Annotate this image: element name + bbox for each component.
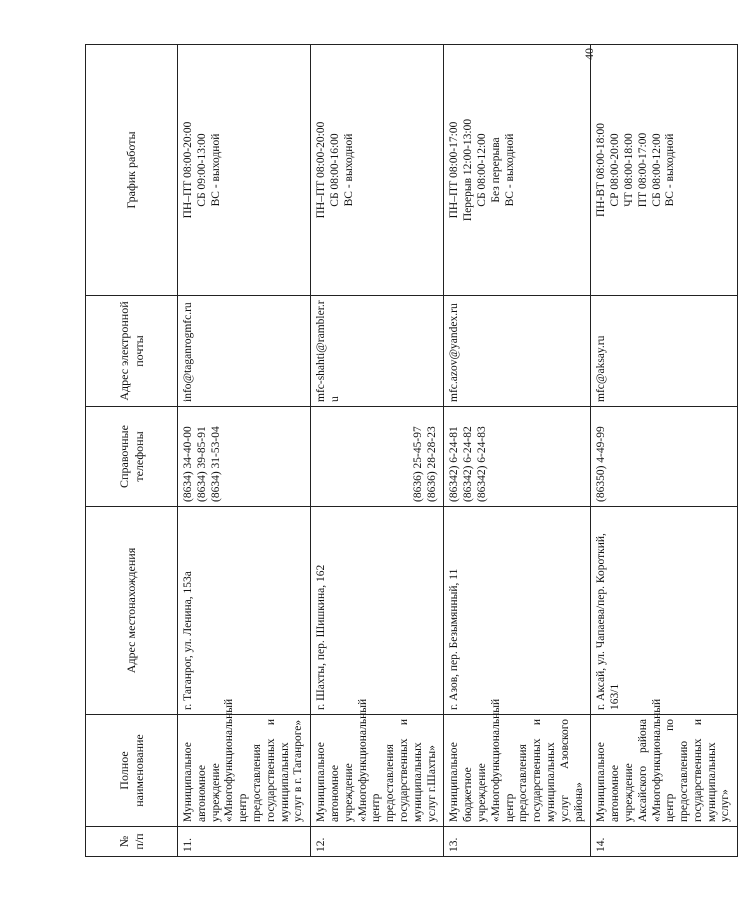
page-number: 40: [582, 48, 596, 60]
row-phones: [178, 407, 311, 507]
header-num: № п/п: [86, 827, 178, 857]
row-name: Муниципальное автономное учреждение «Многофункциональный центр предоставления государственных и муниципальных услуг г.Шахты»: [311, 715, 444, 827]
phone: (8636) 28-28-23: [425, 426, 438, 502]
hours-line: Перерыв 12:00-13:00: [462, 118, 475, 222]
row-num: 11.: [178, 827, 311, 857]
row-hours: [444, 45, 591, 296]
row-num: 14.: [591, 827, 738, 857]
hours-line: ПН-ВТ 08:00-18:00: [595, 122, 608, 218]
phone: (8634) 34-40-00: [182, 426, 194, 502]
row-address: г. Шахты, пер. Шишкина, 162: [311, 507, 444, 715]
hours-line: ПН–ПТ 08:00-20:00: [315, 121, 328, 219]
hours-line: Без перерыва: [489, 137, 502, 203]
row-hours: [311, 45, 444, 296]
row-name: Муниципальное бюджетное учреждение «Многофункциональный центр предоставления государственных и муниципальных услуг Азовского района»: [444, 715, 591, 827]
row-name: Муниципальное автономное учреждение «Многофункциональный центр предоставления государственных и муниципальных услуг в г. Таганроге»: [178, 715, 311, 827]
table-row: [444, 45, 591, 857]
mfc-table: [85, 44, 738, 857]
row-email: info@taganrogmfc.ru: [178, 296, 311, 407]
row-hours: [591, 45, 738, 296]
hours-line: СБ 08:00-16:00: [328, 133, 341, 207]
hours-line: СБ 09:00-13:00: [195, 133, 208, 207]
header-phones: Справочные телефоны: [86, 407, 178, 507]
row-address: г. Аксай, ул. Чапаева/пер. Короткий, 163/1: [591, 507, 738, 715]
hours-line: СБ 08:00-12:00: [475, 133, 488, 207]
header-email: Адрес электронной почты: [86, 296, 178, 407]
mfc-table-rotated: [85, 45, 732, 857]
row-num: 12.: [311, 827, 444, 857]
phone: (86350) 4-49-99: [595, 426, 608, 502]
phone: (86342) 6-24-83: [475, 426, 488, 502]
row-phones: [311, 407, 444, 507]
header-hours: График работы: [86, 45, 178, 296]
row-email: mfc-shahti@rambler.ru: [311, 296, 444, 407]
row-num: 13.: [444, 827, 591, 857]
row-email: mfc.azov@yandex.ru: [444, 296, 591, 407]
row-name: Муниципальное автономное учреждение Аксайского района «Многофункциональный центр по предоставлению государственных и муниципальных услуг»: [591, 715, 738, 827]
phone: (8634) 39-85-91: [195, 426, 208, 502]
hours-line: ПН–ПТ 08:00-17:00: [448, 121, 461, 219]
row-email: mfc@aksay.ru: [591, 296, 738, 407]
row-address: г. Таганрог, ул. Ленина, 153а: [178, 507, 311, 715]
hours-line: ПН–ПТ 08:00-20:00: [182, 121, 194, 219]
hours-line: ВС - выходной: [342, 133, 355, 207]
phone: (8636) 25-45-97: [411, 426, 424, 502]
header-name: Полное наименование: [86, 715, 178, 827]
row-phones: [591, 407, 738, 507]
row-address: г. Азов, пер. Безымянный, 11: [444, 507, 591, 715]
row-phones: [444, 407, 591, 507]
hours-line: ВС - выходной: [664, 133, 677, 207]
table-row: [311, 45, 444, 857]
hours-line: ВС - выходной: [209, 133, 222, 207]
hours-line: СБ 08:00-12:00: [650, 133, 663, 207]
hours-line: СР 08:00-20:00: [609, 133, 622, 207]
header-address: Адрес местонахождения: [86, 507, 178, 715]
hours-line: ПТ 08:00-17:00: [636, 132, 649, 208]
hours-line: ЧТ 08:00-18:00: [622, 133, 635, 207]
table-row: [591, 45, 738, 857]
table-header-row: [86, 45, 178, 857]
table-row: [178, 45, 311, 857]
row-hours: [178, 45, 311, 296]
phone: (86342) 6-24-82: [462, 426, 475, 502]
hours-line: ВС - выходной: [503, 133, 516, 207]
phone: (86342) 6-24-81: [448, 426, 461, 502]
phone: (8634) 31-53-04: [209, 426, 222, 502]
